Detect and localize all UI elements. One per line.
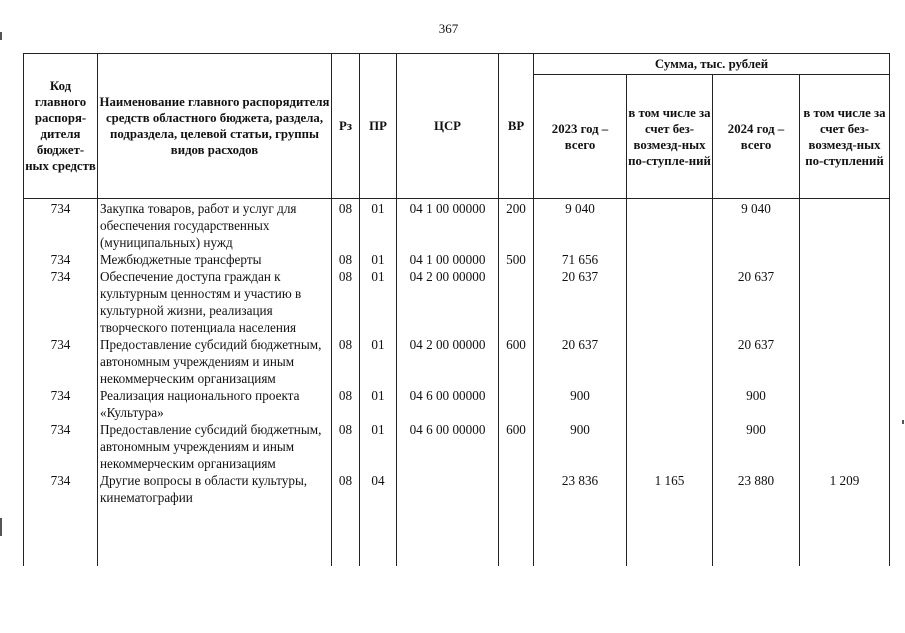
cell-2024-total: 900 [713,387,800,421]
scan-edge-mark [0,518,2,536]
cell-csr: 04 2 00 00000 [397,268,499,336]
cell-2023-subsidy [627,268,713,336]
cell-2023-subsidy [627,199,713,252]
cell-name: Межбюджетные трансферты [98,251,332,268]
table-row [24,251,890,268]
cell-rz: 08 [332,268,360,336]
table-row [24,421,890,472]
cell-vr: 500 [499,251,534,268]
cell-2024-total: 20 637 [713,336,800,387]
header-pr: ПР [360,54,397,199]
table-row [24,336,890,387]
cell-2024-subsidy [800,421,890,472]
cell-2023-subsidy [627,421,713,472]
cell-rz: 08 [332,251,360,268]
cell-rz: 08 [332,387,360,421]
cell-csr: 04 1 00 00000 [397,251,499,268]
header-vr: ВР [499,54,534,199]
cell-vr: 600 [499,336,534,387]
cell-2023-subsidy: 1 165 [627,472,713,506]
cell-rz: 08 [332,336,360,387]
cell-2023-total: 23 836 [534,472,627,506]
cell-vr [499,387,534,421]
budget-table [23,53,890,566]
cell-csr: 04 6 00 00000 [397,387,499,421]
cell-2023-total: 71 656 [534,251,627,268]
cell-vr [499,472,534,506]
cell-pr: 04 [360,472,397,506]
cell-name: Предоставление субсидий бюджетным, автономным учреждениям и иным некоммерческим организациям [98,336,332,387]
cell-2023-total: 20 637 [534,268,627,336]
table-header [24,54,890,199]
cell-rz: 08 [332,199,360,252]
cell-vr [499,268,534,336]
cell-2024-subsidy: 1 209 [800,472,890,506]
cell-csr [397,472,499,506]
cell-code: 734 [24,472,98,506]
cell-2024-total: 20 637 [713,268,800,336]
page-number: 367 [438,21,459,36]
cell-2023-subsidy [627,387,713,421]
table-row [24,387,890,421]
cell-2024-total: 9 040 [713,199,800,252]
header-2024-total: 2024 год – всего [713,75,800,199]
table-row [24,199,890,252]
header-rz: Рз [332,54,360,199]
header-2023-total: 2023 год – всего [534,75,627,199]
cell-code: 734 [24,268,98,336]
cell-name: Обеспечение доступа граждан к культурным ценностям и участию в культурной жизни, реализация творческого потенциала населения [98,268,332,336]
cell-code: 734 [24,251,98,268]
cell-2023-total: 900 [534,387,627,421]
header-name: Наименование главного распорядителя средств областного бюджета, раздела, подраздела, целевой статьи, группы видов расходов [98,54,332,199]
cell-2024-subsidy [800,251,890,268]
cell-2024-subsidy [800,387,890,421]
header-2024-subsidy: в том числе за счет без-возмезд-ных по-ступлений [800,75,890,199]
cell-pr: 01 [360,421,397,472]
header-sum-group: Сумма, тыс. рублей [534,54,890,75]
cell-pr: 01 [360,251,397,268]
cell-2023-subsidy [627,251,713,268]
scan-edge-mark [0,32,2,40]
table-body [24,199,890,567]
cell-2023-subsidy [627,336,713,387]
cell-2023-total: 900 [534,421,627,472]
cell-vr: 600 [499,421,534,472]
header-2023-subsidy: в том числе за счет без-возмезд-ных по-ступле-ний [627,75,713,199]
cell-pr: 01 [360,387,397,421]
cell-code: 734 [24,421,98,472]
cell-csr: 04 6 00 00000 [397,421,499,472]
cell-pr: 01 [360,199,397,252]
cell-csr: 04 2 00 00000 [397,336,499,387]
scan-edge-mark [902,420,904,424]
header-code: Код главного распоря-дителя бюджет-ных средств [24,54,98,199]
cell-code: 734 [24,387,98,421]
cell-vr: 200 [499,199,534,252]
header-csr: ЦСР [397,54,499,199]
cell-2024-total [713,251,800,268]
cell-2024-subsidy [800,336,890,387]
cell-name: Другие вопросы в области культуры, кинематографии [98,472,332,506]
cell-2024-total: 23 880 [713,472,800,506]
table-filler-row [24,506,890,566]
table-row [24,472,890,506]
cell-name: Закупка товаров, работ и услуг для обеспечения государственных (муниципальных) нужд [98,199,332,252]
cell-rz: 08 [332,421,360,472]
cell-code: 734 [24,199,98,252]
cell-2023-total: 20 637 [534,336,627,387]
cell-pr: 01 [360,336,397,387]
cell-code: 734 [24,336,98,387]
cell-name: Предоставление субсидий бюджетным, автономным учреждениям и иным некоммерческим организациям [98,421,332,472]
cell-2024-subsidy [800,268,890,336]
cell-2024-subsidy [800,199,890,252]
cell-pr: 01 [360,268,397,336]
cell-rz: 08 [332,472,360,506]
cell-2024-total: 900 [713,421,800,472]
cell-name: Реализация национального проекта «Культура» [98,387,332,421]
cell-2023-total: 9 040 [534,199,627,252]
cell-csr: 04 1 00 00000 [397,199,499,252]
table-row [24,268,890,336]
